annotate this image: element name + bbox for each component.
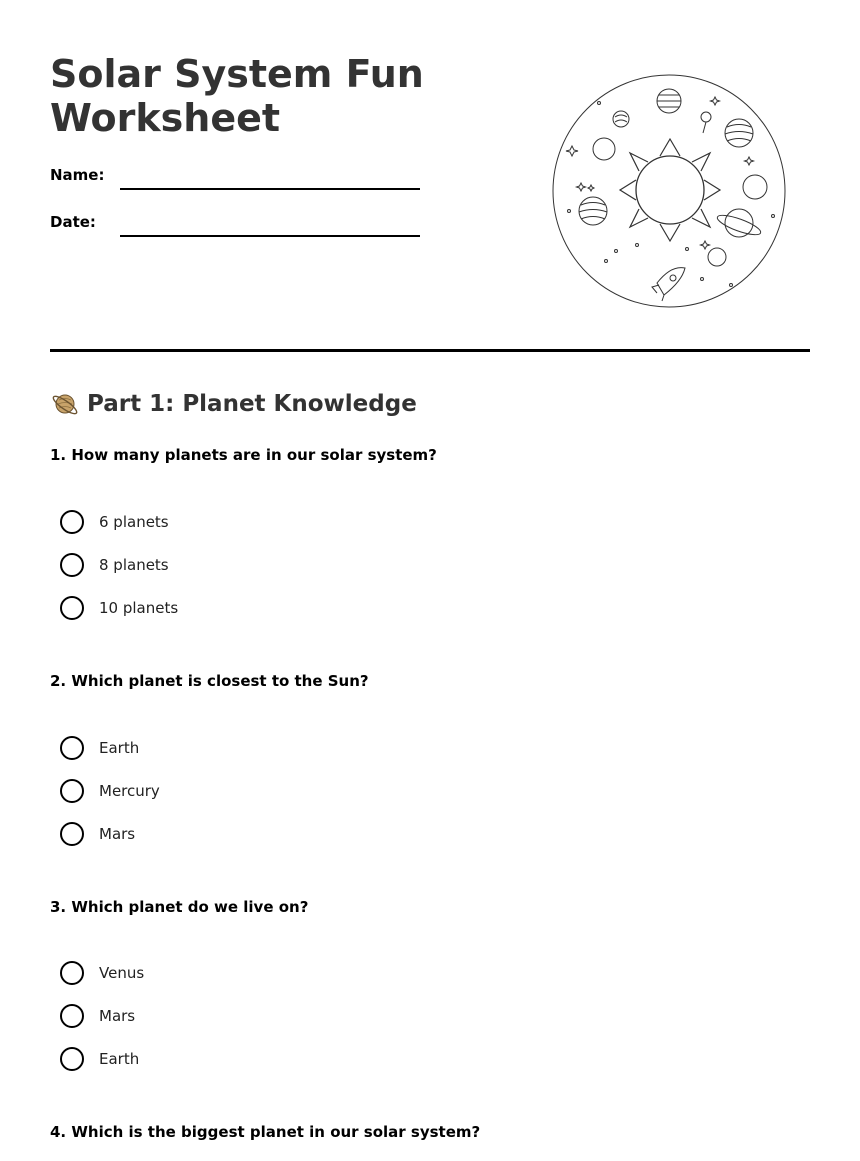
name-field bbox=[50, 166, 430, 196]
radio-circle[interactable] bbox=[60, 1047, 84, 1071]
date-write-line[interactable] bbox=[120, 235, 420, 237]
q2-option-1[interactable] bbox=[60, 735, 139, 761]
radio-circle[interactable] bbox=[60, 596, 84, 620]
q2-option-2[interactable] bbox=[60, 778, 160, 804]
radio-circle[interactable] bbox=[60, 961, 84, 985]
section-divider bbox=[50, 349, 810, 352]
option-label: 10 planets bbox=[99, 599, 179, 617]
ringed-planet-icon bbox=[50, 389, 80, 419]
radio-circle[interactable] bbox=[60, 736, 84, 760]
option-label: Earth bbox=[99, 739, 140, 757]
question-3: 3. Which planet do we live on? bbox=[50, 898, 309, 916]
q3-option-1[interactable] bbox=[60, 960, 144, 986]
q3-option-2[interactable] bbox=[60, 1003, 135, 1029]
solar-system-illustration bbox=[549, 73, 789, 311]
radio-circle[interactable] bbox=[60, 822, 84, 846]
radio-circle[interactable] bbox=[60, 553, 84, 577]
date-field bbox=[50, 213, 430, 243]
option-label: 8 planets bbox=[99, 556, 169, 574]
question-2: 2. Which planet is closest to the Sun? bbox=[50, 672, 369, 690]
option-label: Mercury bbox=[99, 782, 160, 800]
worksheet-title: Solar System Fun Worksheet bbox=[50, 52, 424, 140]
q1-option-2[interactable] bbox=[60, 552, 169, 578]
name-write-line[interactable] bbox=[120, 188, 420, 190]
radio-circle[interactable] bbox=[60, 779, 84, 803]
name-label: Name: bbox=[50, 166, 105, 184]
option-label: Earth bbox=[99, 1050, 140, 1068]
date-label: Date: bbox=[50, 213, 96, 231]
radio-circle[interactable] bbox=[60, 1004, 84, 1028]
q3-option-3[interactable] bbox=[60, 1046, 139, 1072]
radio-circle[interactable] bbox=[60, 510, 84, 534]
option-label: 6 planets bbox=[99, 513, 169, 531]
question-1: 1. How many planets are in our solar system? bbox=[50, 446, 437, 464]
part1-heading bbox=[50, 389, 417, 419]
option-label: Venus bbox=[99, 964, 145, 982]
q1-option-3[interactable] bbox=[60, 595, 178, 621]
q2-option-3[interactable] bbox=[60, 821, 135, 847]
part1-title: Part 1: Planet Knowledge bbox=[87, 391, 417, 417]
question-4: 4. Which is the biggest planet in our solar system? bbox=[50, 1123, 481, 1141]
option-label: Mars bbox=[99, 1007, 136, 1025]
q1-option-1[interactable] bbox=[60, 509, 169, 535]
option-label: Mars bbox=[99, 825, 136, 843]
